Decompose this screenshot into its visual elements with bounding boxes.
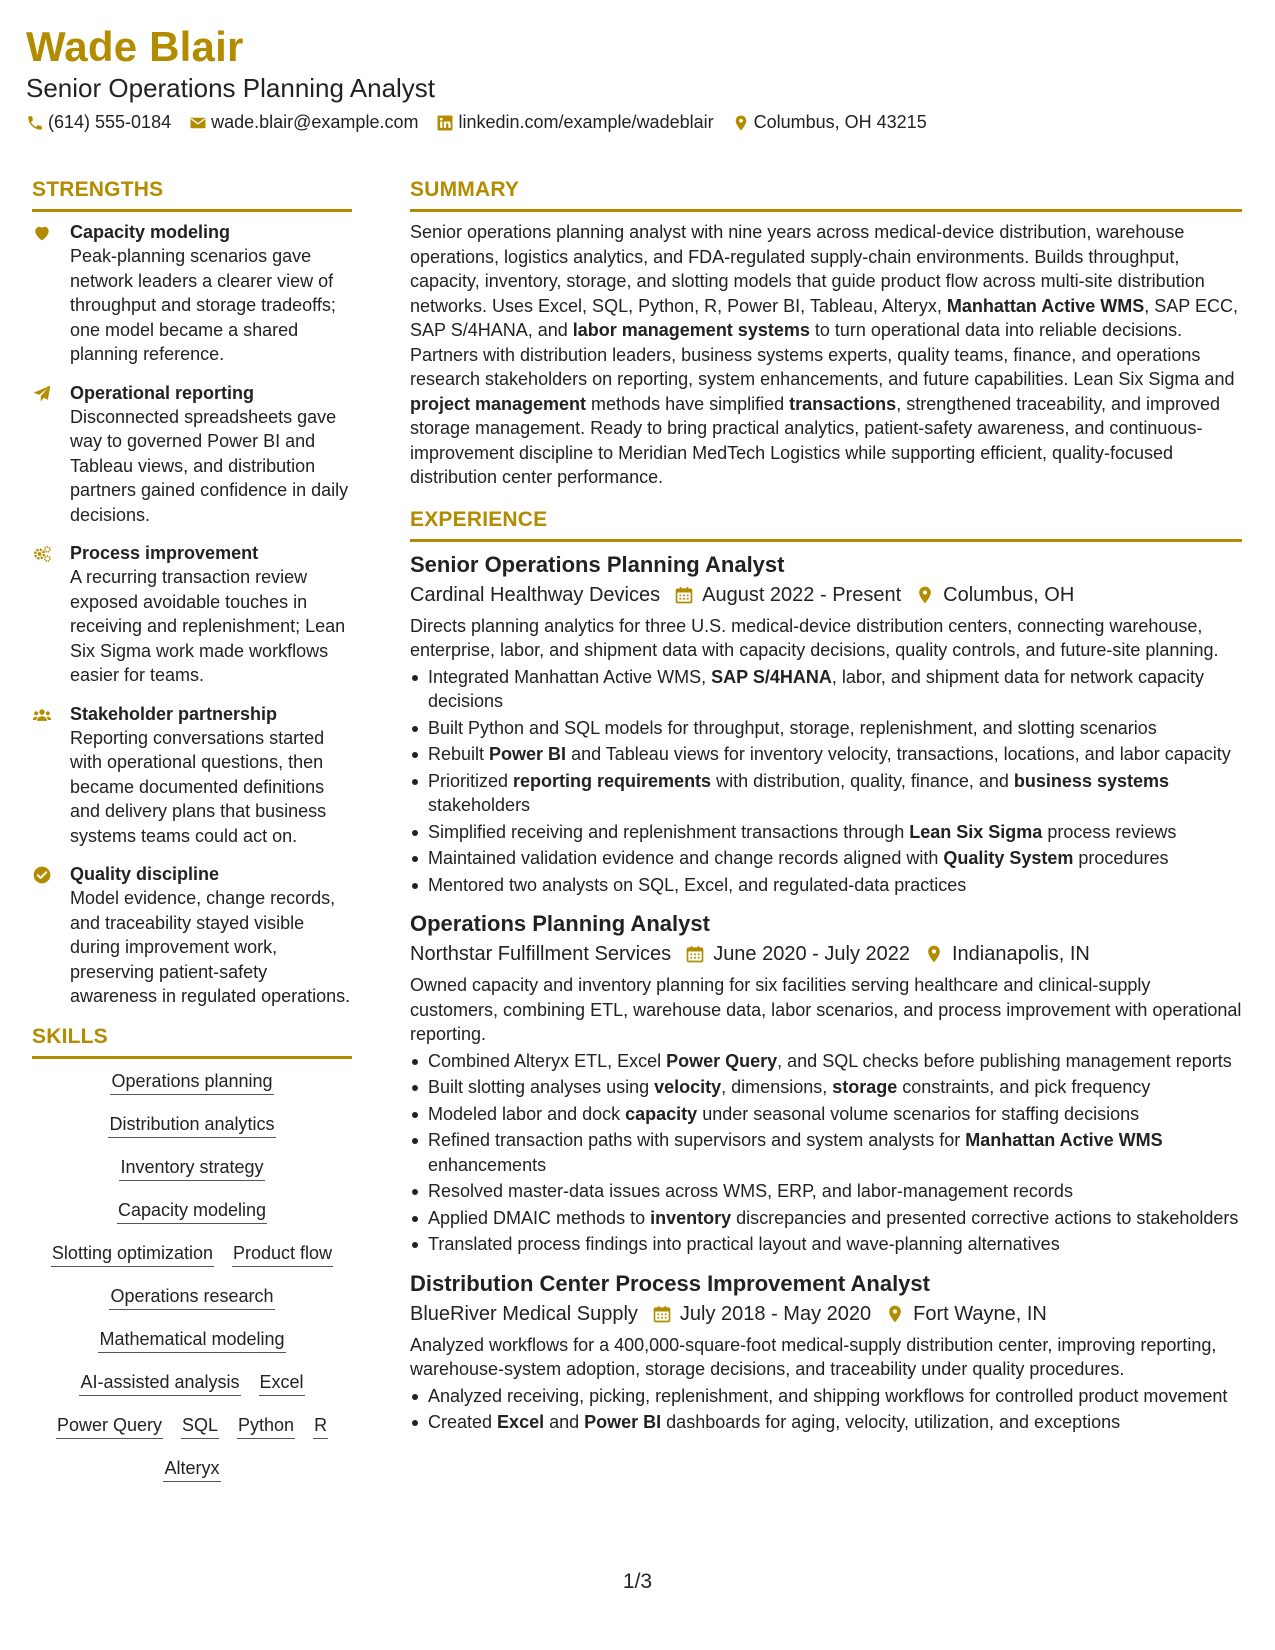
job-location	[885, 1299, 1047, 1329]
summary-text	[410, 220, 1242, 490]
list-item	[410, 1206, 1242, 1231]
list-item	[410, 846, 1242, 871]
bold-keyword: Power Query	[666, 1050, 778, 1071]
text-run: Rebuilt	[428, 744, 490, 764]
list-item	[410, 769, 1242, 818]
location-text: Columbus, OH 43215	[753, 112, 927, 132]
job-description: Directs planning analytics for three U.S. medical-device distribution centers, connecting warehouse, enterprise, labor, and shipment data with capacity decisions, quality controls, and future-site planning.	[410, 615, 1219, 660]
resume-header	[26, 22, 1246, 133]
strength-title: Quality discipline	[70, 864, 220, 884]
strength-desc: Reporting conversations started with operational questions, then became documented definitions and delivery plans that business systems teams could act on.	[70, 727, 327, 846]
text-run: Mentored two analysts on SQL, Excel, and regulated-data practices	[428, 874, 967, 895]
list-item	[410, 1410, 1242, 1435]
text-run: , labor, and shipment data for network capacity decisions	[428, 666, 1205, 711]
strength-item	[32, 381, 352, 528]
text-run: Maintained validation evidence and change records aligned with	[428, 848, 944, 868]
skill-tag: Excel	[259, 1370, 305, 1396]
linkedin-icon	[436, 114, 454, 132]
skill-row	[32, 1413, 352, 1439]
job-dates-text: June 2020 - July 2022	[713, 943, 910, 965]
text-run: Modeled labor and dock	[428, 1103, 626, 1124]
text-run: , strengthened traceability, and improved storage management. Ready to bring practical analytics, patient-safety awareness, and continuous-improvement discipline to Meridian MedTech Logistics while supporting efficient, quality-focused distribution center performance.	[410, 393, 1221, 487]
paper-plane-icon	[32, 384, 52, 404]
skill-row	[32, 1241, 352, 1267]
text-run: Built Python and SQL models for throughput, storage, replenishment, and slotting scenarios	[428, 717, 1157, 738]
bold-keyword: Manhattan Active WMS	[946, 295, 1145, 316]
bold-keyword: reporting requirements	[513, 770, 712, 791]
text-run: Senior operations planning analyst with nine years across medical-device distribution, warehouse operations, logistics analytics, and FDA-regulated supply-chain environments. Builds throughput, capacity, inventory, storage, and slotting models that guide product flow across multi-site distribution networks. Uses Excel, SQL, Python, R, Power BI, Tableau, Alteryx,	[410, 222, 1205, 316]
skill-row	[32, 1456, 352, 1482]
bold-keyword: Quality System	[943, 848, 1074, 868]
strength-desc: Disconnected spreadsheets gave way to governed Power BI and Tableau views, and distribution partners gained confidence in daily decisions.	[70, 406, 349, 525]
job-location-text: Columbus, OH	[943, 583, 1075, 606]
bold-keyword: capacity	[625, 1103, 698, 1124]
job-dates	[674, 580, 901, 610]
text-run: and Tableau views for inventory velocity, transactions, locations, and labor capacity	[566, 744, 1231, 764]
job-dates-text: August 2022 - Present	[702, 583, 902, 606]
text-run: Analyzed receiving, picking, replenishment, and shipping workflows for controlled product movement	[428, 1385, 1228, 1406]
users-icon	[32, 705, 52, 725]
text-run: , dimensions,	[721, 1077, 833, 1097]
map-pin-icon	[924, 944, 944, 964]
bold-keyword: Power BI	[489, 744, 567, 764]
skill-row	[32, 1112, 352, 1138]
skill-row	[32, 1155, 352, 1181]
contact-location	[732, 112, 927, 133]
list-item	[410, 873, 1242, 898]
bold-keyword: Lean Six Sigma	[909, 821, 1043, 842]
list-item	[410, 665, 1242, 714]
text-run: methods have simplified	[586, 393, 790, 414]
text-run: Built slotting analyses using	[428, 1077, 655, 1097]
strength-title: Capacity modeling	[70, 222, 231, 242]
text-run: Resolved master-data issues across WMS, ERP, and labor-management records	[428, 1181, 1073, 1201]
list-item	[410, 1128, 1242, 1177]
job-title: Operations Planning Analyst	[410, 911, 710, 936]
text-run: Integrated Manhattan Active WMS,	[428, 666, 712, 687]
text-run: Applied DMAIC methods to	[428, 1207, 651, 1228]
heart-icon	[32, 223, 52, 243]
strength-item	[32, 220, 352, 367]
job-meta	[410, 1299, 1242, 1329]
skill-tag: Capacity modeling	[117, 1198, 267, 1224]
list-item	[410, 1075, 1242, 1100]
job-bullets	[410, 665, 1242, 898]
bold-keyword: storage	[832, 1077, 898, 1097]
right-column	[410, 176, 1242, 1447]
summary-heading: SUMMARY	[410, 176, 1242, 212]
text-run: Translated process findings into practical layout and wave-planning alternatives	[428, 1234, 1060, 1254]
map-pin-icon	[885, 1304, 905, 1324]
map-pin-icon	[732, 114, 750, 132]
skill-row	[32, 1327, 352, 1353]
skill-tag: R	[313, 1413, 328, 1439]
job-bullets	[410, 1049, 1242, 1257]
skill-row	[32, 1069, 352, 1095]
bold-keyword: labor management systems	[572, 320, 810, 340]
check-circle-icon	[32, 865, 52, 885]
job-title: Distribution Center Process Improvement Analyst	[410, 1270, 930, 1296]
list-item	[410, 820, 1242, 845]
page-number: 1/3	[622, 1570, 653, 1593]
skill-tag: Inventory strategy	[119, 1155, 264, 1181]
text-run: to turn operational data into reliable decisions. Partners with distribution leaders, business systems experts, quality teams, finance, and operations research stakeholders on reporting, system enhancements, and future capabilities. Lean Six Sigma and	[410, 320, 1235, 389]
strength-title: Operational reporting	[70, 382, 255, 403]
skills-heading: SKILLS	[32, 1023, 352, 1059]
skill-row	[32, 1198, 352, 1224]
text-run: process reviews	[1042, 821, 1177, 842]
calendar-icon	[674, 585, 694, 605]
bold-keyword: business systems	[1013, 770, 1170, 791]
strength-item	[32, 541, 352, 688]
experience-list	[410, 550, 1242, 1435]
email-text: wade.blair@example.com	[211, 112, 419, 132]
job-location	[924, 939, 1090, 969]
bold-keyword: Manhattan Active WMS	[965, 1130, 1163, 1150]
calendar-icon	[685, 944, 705, 964]
map-pin-icon	[915, 585, 935, 605]
strengths-heading: STRENGTHS	[32, 176, 352, 212]
strength-title: Process improvement	[70, 543, 259, 563]
list-item	[410, 1384, 1242, 1409]
job-meta	[410, 939, 1242, 969]
skill-tag: Python	[237, 1413, 295, 1439]
experience-heading: EXPERIENCE	[410, 506, 1242, 542]
company-name: Cardinal Healthway Devices	[410, 583, 661, 606]
bold-keyword: transactions	[789, 393, 897, 414]
job-dates	[652, 1299, 871, 1329]
skill-tag: Slotting optimization	[51, 1241, 214, 1267]
left-column	[32, 176, 352, 1499]
job-description: Analyzed workflows for a 400,000-square-foot medical-supply distribution center, improving reporting, warehouse-system adoption, storage decisions, and traceability under quality procedures.	[410, 1334, 1217, 1379]
job-title: Senior Operations Planning Analyst	[410, 551, 785, 577]
calendar-icon	[652, 1304, 672, 1324]
bold-keyword: SAP S/4HANA	[711, 666, 832, 687]
text-run: Prioritized	[428, 770, 514, 791]
list-item	[410, 1232, 1242, 1257]
text-run: Created	[428, 1412, 498, 1432]
skills-list	[32, 1069, 352, 1482]
list-item	[410, 1179, 1242, 1204]
text-run: , SAP ECC, SAP S/4HANA, and	[410, 295, 1238, 340]
text-run: dashboards for aging, velocity, utilization, and exceptions	[661, 1412, 1121, 1432]
contact-email[interactable]	[189, 112, 418, 133]
strength-item	[32, 702, 352, 849]
skill-tag: Power Query	[56, 1413, 163, 1439]
linkedin-text: linkedin.com/example/wadeblair	[458, 112, 714, 132]
text-run: with distribution, quality, finance, and	[711, 770, 1014, 791]
strength-item	[32, 862, 352, 1009]
job-dates-text: July 2018 - May 2020	[679, 1302, 872, 1325]
skill-tag: SQL	[181, 1413, 219, 1439]
company-name: Northstar Fulfillment Services	[410, 943, 672, 965]
skill-row	[32, 1370, 352, 1396]
text-run: discrepancies and presented corrective actions to stakeholders	[731, 1207, 1239, 1228]
job-location	[915, 580, 1074, 610]
job-location-text: Indianapolis, IN	[952, 943, 1090, 965]
list-item	[410, 1049, 1242, 1074]
list-item	[410, 716, 1242, 741]
skill-tag: AI-assisted analysis	[79, 1370, 240, 1396]
job-meta	[410, 580, 1242, 610]
skill-row	[32, 1284, 352, 1310]
strength-desc: Peak-planning scenarios gave network leaders a clearer view of throughput and storage tradeoffs; one model became a shared planning reference.	[70, 246, 336, 364]
phone-text: (614) 555-0184	[48, 112, 172, 132]
bold-keyword: velocity	[654, 1077, 722, 1097]
job-entry	[410, 1269, 1242, 1435]
text-run: and	[544, 1412, 585, 1432]
gears-icon	[32, 544, 52, 564]
text-run: Combined Alteryx ETL, Excel	[428, 1050, 667, 1071]
contact-phone[interactable]	[26, 112, 171, 133]
text-run: under seasonal volume scenarios for staffing decisions	[697, 1103, 1140, 1124]
company-name: BlueRiver Medical Supply	[410, 1302, 638, 1325]
bold-keyword: project management	[410, 393, 587, 414]
strength-desc: A recurring transaction review exposed avoidable touches in receiving and replenishment; Lean Six Sigma work made workflows easier for teams.	[70, 567, 346, 685]
skill-tag: Distribution analytics	[108, 1112, 275, 1138]
skill-tag: Alteryx	[163, 1456, 220, 1482]
text-run: procedures	[1073, 848, 1169, 868]
job-dates	[685, 939, 910, 969]
candidate-headline: Senior Operations Planning Analyst	[26, 73, 436, 103]
job-location-text: Fort Wayne, IN	[913, 1302, 1047, 1325]
contact-bar	[26, 112, 1246, 133]
bold-keyword: inventory	[650, 1207, 732, 1228]
text-run: Simplified receiving and replenishment transactions through	[428, 821, 910, 842]
text-run: , and SQL checks before publishing management reports	[777, 1050, 1232, 1071]
job-bullets	[410, 1384, 1242, 1435]
candidate-name: Wade Blair	[26, 23, 244, 70]
envelope-icon	[189, 114, 207, 132]
skill-tag: Operations planning	[110, 1069, 273, 1095]
job-entry	[410, 909, 1242, 1257]
skill-tag: Product flow	[232, 1241, 333, 1267]
text-run: stakeholders	[428, 795, 531, 815]
text-run: Refined transaction paths with supervisors and system analysts for	[428, 1130, 966, 1150]
strength-desc: Model evidence, change records, and traceability stayed visible during improvement work, preserving patient-safety awareness in regulated operations.	[70, 888, 351, 1006]
bold-keyword: Power BI	[584, 1412, 662, 1432]
bold-keyword: Excel	[497, 1412, 545, 1432]
list-item	[410, 742, 1242, 767]
skill-tag: Operations research	[109, 1284, 274, 1310]
list-item	[410, 1102, 1242, 1127]
text-run: constraints, and pick frequency	[897, 1077, 1151, 1097]
phone-icon	[26, 114, 44, 132]
skill-tag: Mathematical modeling	[98, 1327, 285, 1353]
text-run: enhancements	[428, 1154, 547, 1175]
job-entry	[410, 550, 1242, 898]
contact-linkedin[interactable]	[436, 112, 713, 133]
strength-title: Stakeholder partnership	[70, 703, 278, 724]
job-description: Owned capacity and inventory planning for six facilities serving healthcare and clinical-supply customers, combining ETL, warehouse data, labor scenarios, and process improvement with operational reporting.	[410, 975, 1242, 1044]
